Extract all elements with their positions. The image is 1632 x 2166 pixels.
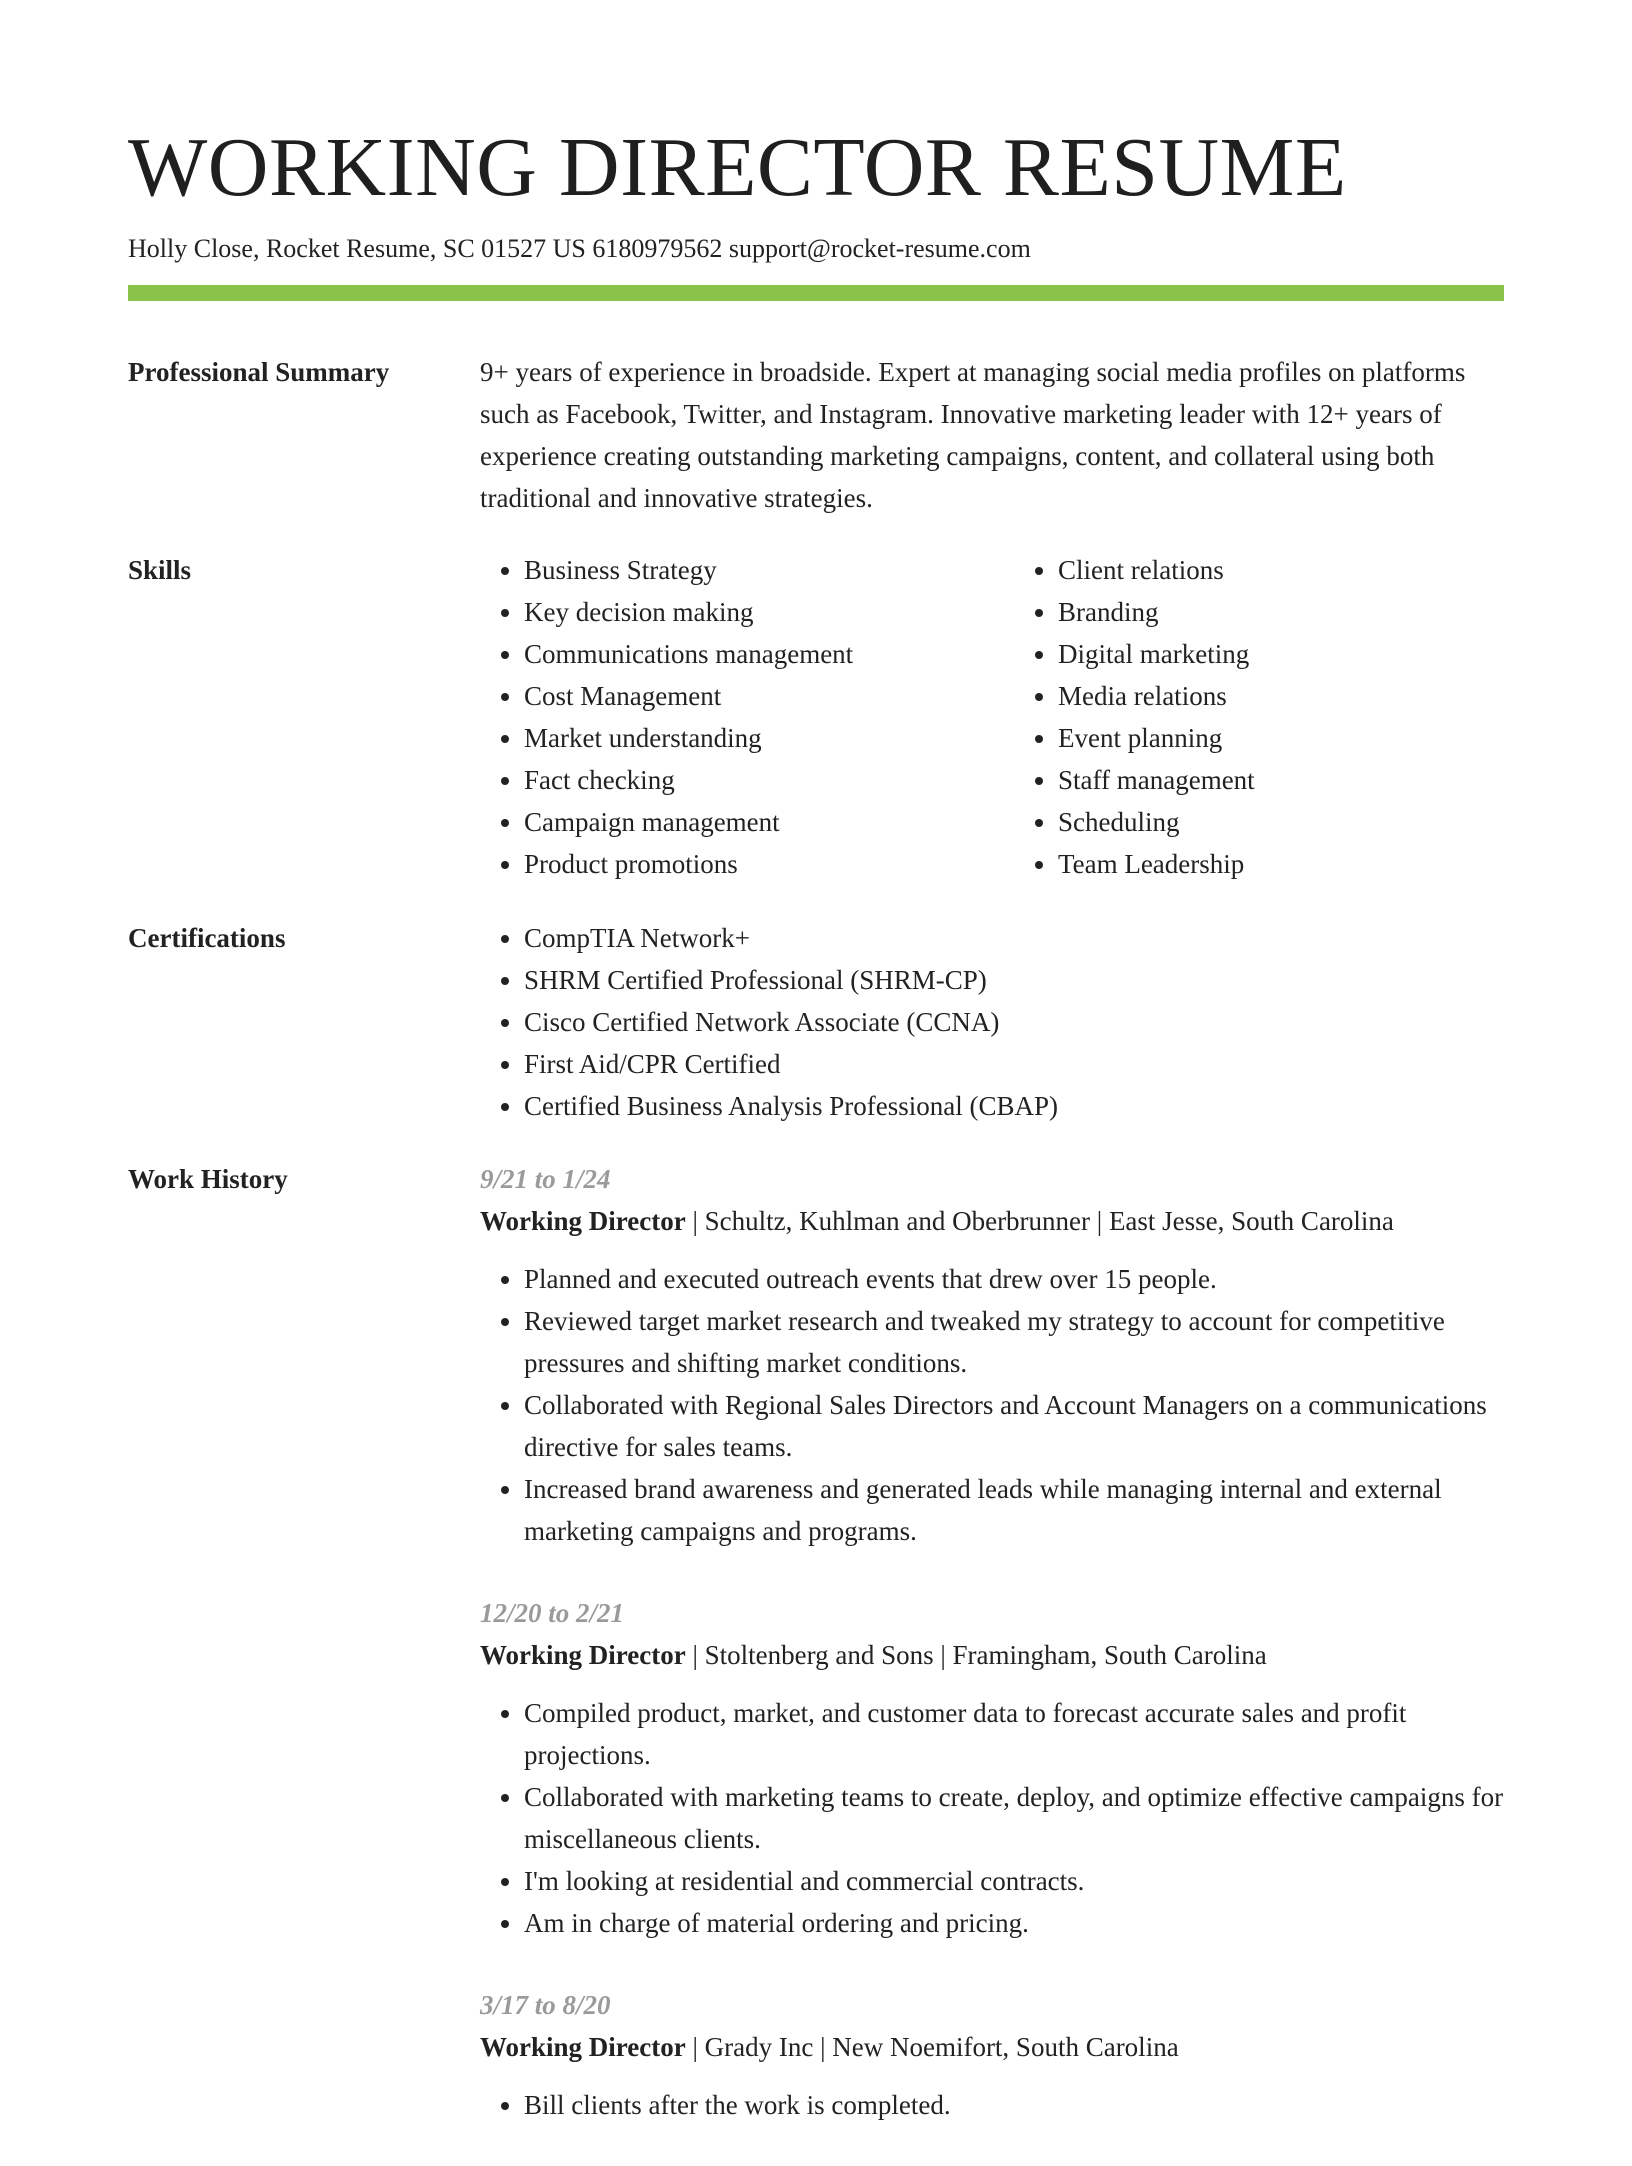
job-entry [480, 1984, 1504, 2126]
skill-item: • Team Leadership [1058, 843, 1504, 885]
work-history-body [480, 1158, 1504, 2166]
job-separator: | [685, 2032, 705, 2062]
skill-item: • Scheduling [1058, 801, 1504, 843]
job-bullet: • Am in charge of material ordering and pricing. [524, 1902, 1504, 1944]
skill-item: • Fact checking [524, 759, 970, 801]
skill-item: • Branding [1058, 591, 1504, 633]
skills-heading: Skills [128, 555, 192, 585]
skill-item: • Media relations [1058, 675, 1504, 717]
certification-item: • CompTIA Network+ [524, 917, 1504, 959]
job-company: Stoltenberg and Sons [704, 1640, 934, 1670]
skill-item: • Digital marketing [1058, 633, 1504, 675]
resume-title: WORKING DIRECTOR RESUME [128, 121, 1347, 214]
job-bullet: • Planned and executed outreach events that drew over 15 people. [524, 1258, 1504, 1300]
skills-list-right [1014, 549, 1504, 885]
job-bullet: • Reviewed target market research and tweaked my strategy to account for competitive pressures and shifting market conditions. [524, 1300, 1504, 1384]
certification-item: • First Aid/CPR Certified [524, 1043, 1504, 1085]
job-heading [480, 2026, 1504, 2068]
job-separator: | [685, 1640, 705, 1670]
job-entry [480, 1592, 1504, 1944]
job-title: Working Director [480, 1206, 686, 1236]
skill-item: • Business Strategy [524, 549, 970, 591]
job-dates: 3/17 to 8/20 [480, 1990, 611, 2020]
summary-heading: Professional Summary [128, 357, 390, 387]
job-heading [480, 1634, 1504, 1676]
job-bullets [480, 1258, 1504, 1552]
job-bullets [480, 2084, 1504, 2126]
summary-body [480, 351, 1504, 519]
job-location: Framingham, South Carolina [952, 1640, 1267, 1670]
skill-item: • Event planning [1058, 717, 1504, 759]
job-separator: | [813, 2032, 833, 2062]
summary-text: 9+ years of experience in broadside. Expert at managing social media profiles on platforms such as Facebook, Twitter, and Instagram. Innovative marketing leader with 12+ years of experience creating outstanding marketing campaigns, content, and collateral using both traditional and innovative strategies. [480, 357, 1466, 513]
skills-list-left [480, 549, 970, 885]
job-bullet: • I'm looking at residential and commercial contracts. [524, 1860, 1504, 1902]
job-dates: 9/21 to 1/24 [480, 1164, 611, 1194]
certification-item: • Certified Business Analysis Professional (CBAP) [524, 1085, 1504, 1127]
job-company: Schultz, Kuhlman and Oberbrunner [704, 1206, 1091, 1236]
skill-item: • Client relations [1058, 549, 1504, 591]
job-dates: 12/20 to 2/21 [480, 1598, 625, 1628]
skill-item: • Key decision making [524, 591, 970, 633]
job-bullet: • Bill clients after the work is completed. [524, 2084, 1504, 2126]
job-bullets [480, 1692, 1504, 1944]
job-bullet: • Collaborated with marketing teams to create, deploy, and optimize effective campaigns for miscellaneous clients. [524, 1776, 1504, 1860]
skill-item: • Cost Management [524, 675, 970, 717]
job-separator: | [1090, 1206, 1109, 1236]
job-bullet: • Compiled product, market, and customer data to forecast accurate sales and profit projections. [524, 1692, 1504, 1776]
work-history-heading: Work History [128, 1164, 288, 1194]
job-title: Working Director [480, 1640, 686, 1670]
skill-item: • Staff management [1058, 759, 1504, 801]
job-heading [480, 1200, 1504, 1242]
job-location: New Noemifort, South Carolina [832, 2032, 1179, 2062]
skill-item: • Product promotions [524, 843, 970, 885]
certification-item: • SHRM Certified Professional (SHRM-CP) [524, 959, 1504, 1001]
job-entry [480, 1158, 1504, 1552]
skill-item: • Communications management [524, 633, 970, 675]
job-title: Working Director [480, 2032, 686, 2062]
certifications-list [480, 917, 1504, 1127]
job-separator: | [685, 1206, 705, 1236]
certification-item: • Cisco Certified Network Associate (CCNA) [524, 1001, 1504, 1043]
certifications-heading: Certifications [128, 923, 286, 953]
contact-line: Holly Close, Rocket Resume, SC 01527 US 6180979562 support@rocket-resume.com [128, 234, 1031, 263]
job-location: East Jesse, South Carolina [1108, 1206, 1394, 1236]
certifications-body [480, 917, 1504, 1127]
accent-divider [128, 285, 1504, 301]
job-bullet: • Increased brand awareness and generated leads while managing internal and external marketing campaigns and programs. [524, 1468, 1504, 1552]
skills-body [480, 549, 1504, 885]
job-company: Grady Inc [704, 2032, 814, 2062]
skill-item: • Market understanding [524, 717, 970, 759]
job-separator: | [933, 1640, 953, 1670]
skill-item: • Campaign management [524, 801, 970, 843]
job-bullet: • Collaborated with Regional Sales Directors and Account Managers on a communications directive for sales teams. [524, 1384, 1504, 1468]
